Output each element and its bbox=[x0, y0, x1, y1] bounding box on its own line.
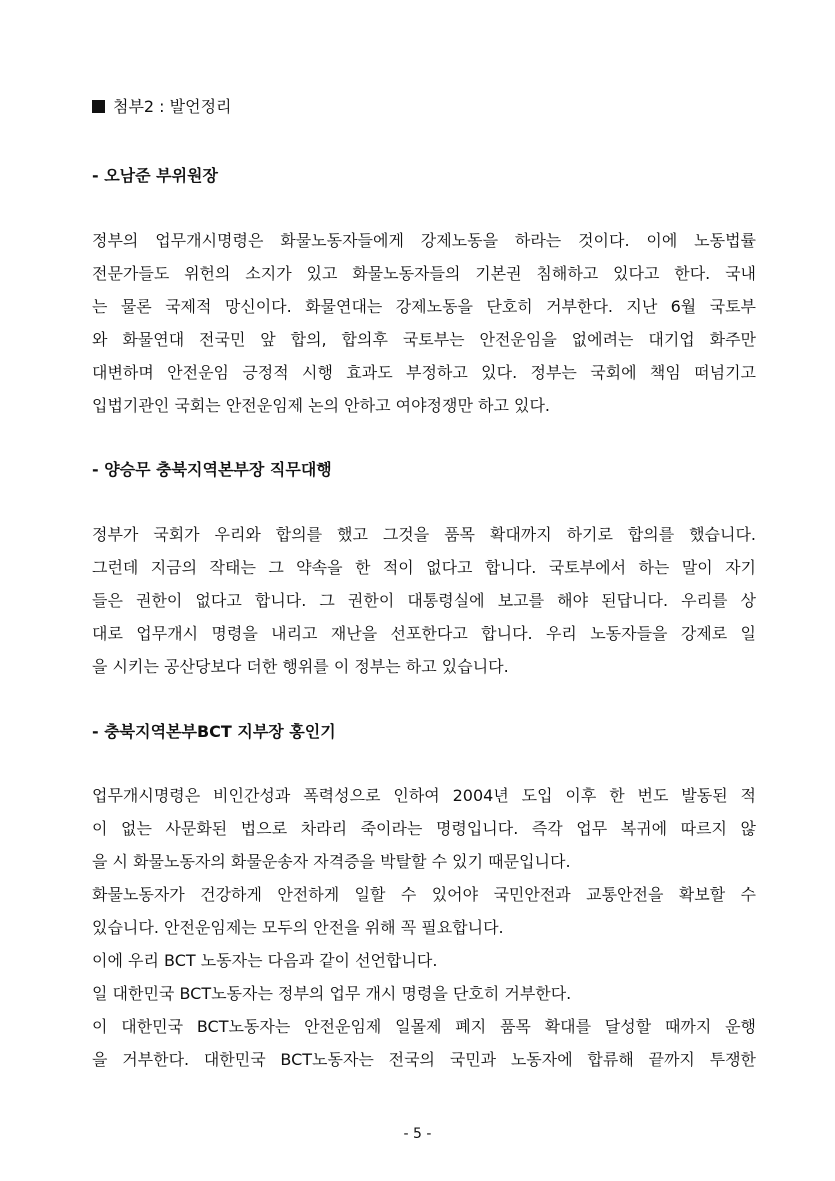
paragraph-line: 정부의 업무개시명령은 화물노동자들에게 강제노동을 하라는 것이다. 이에 노동법률 bbox=[92, 231, 756, 250]
paragraph-line: 이 대한민국 BCT노동자는 안전운임제 일몰제 폐지 품목 확대를 달성할 때까지 운행 bbox=[92, 1017, 756, 1036]
paragraph-line: 그런데 지금의 작태는 그 약속을 한 적이 없다고 합니다. 국토부에서 하는 말이 자기 bbox=[92, 558, 756, 577]
paragraph-line: 일 대한민국 BCT노동자는 정부의 업무 개시 명령을 단호히 거부한다. bbox=[92, 984, 572, 1003]
paragraph-line: 입법기관인 국회는 안전운임제 논의 안하고 여야정쟁만 하고 있다. bbox=[92, 396, 551, 415]
paragraph-line: 이에 우리 BCT 노동자는 다음과 같이 선언합니다. bbox=[92, 951, 438, 970]
paragraph-line: 는 물론 국제적 망신이다. 화물연대는 강제노동을 단호히 거부한다. 지난 6월 국토부 bbox=[92, 297, 756, 316]
speaker-heading-2: - 양승무 충북지역본부장 직무대행 bbox=[92, 460, 332, 479]
paragraph-line: 을 시키는 공산당보다 더한 행위를 이 정부는 하고 있습니다. bbox=[92, 657, 509, 676]
speech-paragraph-2 bbox=[92, 518, 756, 683]
paragraph-line: 대로 업무개시 명령을 내리고 재난을 선포한다고 합니다. 우리 노동자들을 강제로 일 bbox=[92, 624, 756, 643]
paragraph-line: 정부가 국회가 우리와 합의를 했고 그것을 품목 확대까지 하기로 합의를 했습니다. bbox=[92, 525, 756, 544]
paragraph-line: 업무개시명령은 비인간성과 폭력성으로 인하여 2004년 도입 이후 한 번도 발동된 적 bbox=[92, 786, 756, 805]
black-square-bullet-icon bbox=[92, 100, 105, 113]
speech-paragraph-1 bbox=[92, 224, 756, 422]
attachment-heading bbox=[92, 94, 231, 120]
speaker-heading-1: - 오남준 부위원장 bbox=[92, 166, 218, 185]
paragraph-line: 을 거부한다. 대한민국 BCT노동자는 전국의 국민과 노동자에 합류해 끝까지 투쟁한 bbox=[92, 1050, 756, 1069]
paragraph-line: 이 없는 사문화된 법으로 차라리 죽이라는 명령입니다. 즉각 업무 복귀에 따르지 않 bbox=[92, 819, 756, 838]
paragraph-line: 있습니다. 안전운임제는 모두의 안전을 위해 꼭 필요합니다. bbox=[92, 918, 504, 937]
paragraph-line: 들은 권한이 없다고 합니다. 그 권한이 대통령실에 보고를 해야 된답니다. 우리를 상 bbox=[92, 591, 756, 610]
paragraph-line: 화물노동자가 건강하게 안전하게 일할 수 있어야 국민안전과 교통안전을 확보할 수 bbox=[92, 885, 756, 904]
paragraph-line: 대변하며 안전운임 긍정적 시행 효과도 부정하고 있다. 정부는 국회에 책임 떠넘기고 bbox=[92, 363, 756, 382]
page-number: - 5 - bbox=[403, 1126, 432, 1142]
paragraph-line: 전문가들도 위헌의 소지가 있고 화물노동자들의 기본권 침해하고 있다고 한다. 국내 bbox=[92, 264, 756, 283]
speech-paragraph-3 bbox=[92, 779, 756, 1076]
attachment-title: 첨부2 : 발언정리 bbox=[113, 97, 232, 116]
paragraph-line: 와 화물연대 전국민 앞 합의, 합의후 국토부는 안전운임을 없에려는 대기업 화주만 bbox=[92, 330, 756, 349]
speaker-heading-3: - 충북지역본부BCT 지부장 홍인기 bbox=[92, 722, 336, 741]
paragraph-line: 을 시 화물노동자의 화물운송자 자격증을 박탈할 수 있기 때문입니다. bbox=[92, 852, 571, 871]
